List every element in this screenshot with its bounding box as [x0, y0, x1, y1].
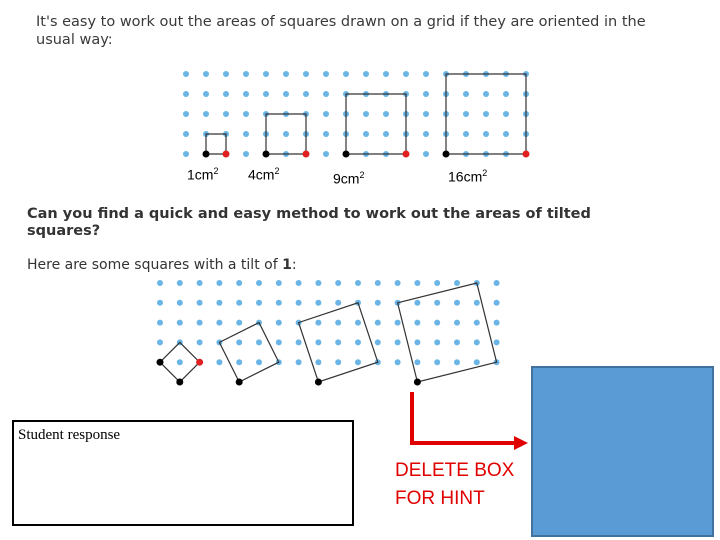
grid-dot	[474, 359, 480, 365]
grid-dot	[474, 339, 480, 345]
grid-dot	[203, 91, 209, 97]
vertex-dot	[236, 379, 243, 386]
grid-dot	[454, 320, 460, 326]
grid-dot	[157, 320, 163, 326]
grid-dot	[395, 280, 401, 286]
grid-dot	[223, 91, 229, 97]
grid-dot	[177, 280, 183, 286]
grid-dot	[315, 320, 321, 326]
grid-dot	[157, 280, 163, 286]
grid-dot	[296, 280, 302, 286]
vertex-dot	[263, 151, 270, 158]
grid-dot	[216, 320, 222, 326]
grid-dot	[323, 131, 329, 137]
grid-dot	[236, 300, 242, 306]
grid-dot	[177, 320, 183, 326]
grid-dot	[434, 300, 440, 306]
grid-dot	[283, 131, 289, 137]
grid-dot	[303, 71, 309, 77]
vertex-dot	[223, 151, 230, 158]
grid-dot	[395, 320, 401, 326]
grid-dot	[177, 300, 183, 306]
grid-dot	[423, 151, 429, 157]
vertex-dot	[443, 151, 450, 158]
grid-dot	[263, 91, 269, 97]
grid-dot	[296, 300, 302, 306]
vertex-dot	[176, 379, 183, 386]
grid-dot	[383, 111, 389, 117]
grid-dot	[315, 339, 321, 345]
grid-dot	[223, 111, 229, 117]
grid-dot	[483, 131, 489, 137]
vertex-dot	[414, 379, 421, 386]
grid-dot	[503, 91, 509, 97]
grid-dot	[483, 111, 489, 117]
grid-dot	[335, 320, 341, 326]
grid-dot	[375, 280, 381, 286]
grid-dot	[243, 71, 249, 77]
grid-dot	[216, 359, 222, 365]
grid-dot	[216, 300, 222, 306]
upright-square-3	[346, 94, 406, 154]
grid-dot	[256, 339, 262, 345]
grid-dot	[474, 320, 480, 326]
grid-dot	[177, 359, 183, 365]
area-label-1: $1cm^2$	[187, 166, 219, 183]
grid-dot	[355, 320, 361, 326]
grid-dot	[414, 280, 420, 286]
grid-dot	[414, 339, 420, 345]
grid-dot	[315, 359, 321, 365]
grid-dot	[283, 91, 289, 97]
grid-dot	[454, 359, 460, 365]
grid-dot	[414, 359, 420, 365]
grid-dot	[434, 359, 440, 365]
grid-dot	[157, 300, 163, 306]
hint-cover-box[interactable]	[531, 366, 714, 537]
grid-dot	[503, 131, 509, 137]
grid-dot	[335, 300, 341, 306]
upright-square-1	[206, 134, 226, 154]
grid-dot	[414, 320, 420, 326]
grid-dot	[183, 131, 189, 137]
grid-dot	[375, 339, 381, 345]
grid-dot	[197, 339, 203, 345]
grid-dot	[363, 111, 369, 117]
grid-dot	[463, 91, 469, 97]
grid-dot	[256, 280, 262, 286]
grid-dot	[503, 111, 509, 117]
grid-dot	[216, 280, 222, 286]
grid-dot	[375, 300, 381, 306]
grid-dot	[474, 300, 480, 306]
vertex-dot	[196, 359, 203, 366]
grid-dot	[423, 91, 429, 97]
grid-dot	[263, 71, 269, 77]
grid-dot	[395, 339, 401, 345]
grid-dot	[323, 111, 329, 117]
grid-dot	[303, 91, 309, 97]
grid-dot	[183, 111, 189, 117]
vertex-dot	[157, 359, 164, 366]
area-label-2: $4cm^2$	[248, 166, 280, 183]
grid-dot	[355, 280, 361, 286]
grid-dot	[335, 359, 341, 365]
grid-dot	[283, 71, 289, 77]
vertex-dot	[523, 151, 530, 158]
grid-dot	[463, 131, 469, 137]
student-response-label: Student response	[18, 427, 121, 443]
vertex-dot	[403, 151, 410, 158]
grid-dot	[494, 280, 500, 286]
tilted-square-2	[219, 323, 278, 382]
grid-dot	[323, 151, 329, 157]
grid-dot	[494, 300, 500, 306]
grid-dot	[236, 320, 242, 326]
grid-dot	[434, 280, 440, 286]
grid-dot	[355, 359, 361, 365]
grid-dot	[414, 300, 420, 306]
grid-dot	[183, 71, 189, 77]
grid-dot	[383, 71, 389, 77]
vertex-dot	[203, 151, 210, 158]
grid-dot	[335, 339, 341, 345]
grid-dot	[494, 339, 500, 345]
grid-dot	[403, 71, 409, 77]
grid-dot	[463, 111, 469, 117]
grid-dot	[483, 91, 489, 97]
vertex-dot	[303, 151, 310, 158]
grid-dot	[343, 71, 349, 77]
grid-dot	[296, 359, 302, 365]
grid-dot	[323, 91, 329, 97]
grid-dot	[203, 111, 209, 117]
grid-dot	[363, 71, 369, 77]
grid-dot	[434, 339, 440, 345]
grid-dot	[434, 320, 440, 326]
grid-dot	[236, 339, 242, 345]
grid-dot	[197, 300, 203, 306]
area-label-3: $9cm^2$	[333, 170, 365, 187]
grid-dot	[197, 280, 203, 286]
grid-dot	[423, 131, 429, 137]
vertex-dot	[315, 379, 322, 386]
intro-text: It's easy to work out the areas of squares drawn on a grid if they are oriented in the usual way:	[36, 14, 646, 48]
area-label-4: $16cm^2$	[448, 168, 488, 185]
grid-dot	[276, 320, 282, 326]
grid-dot	[363, 131, 369, 137]
grid-dot	[323, 71, 329, 77]
tilt-text: Here are some squares with a tilt of 1:	[27, 257, 297, 273]
grid-dot	[276, 339, 282, 345]
grid-dot	[423, 111, 429, 117]
grid-dot	[395, 359, 401, 365]
upright-squares-figure	[170, 62, 530, 172]
vertex-dot	[343, 151, 350, 158]
grid-dot	[276, 300, 282, 306]
grid-dot	[335, 280, 341, 286]
grid-dot	[423, 71, 429, 77]
grid-dot	[243, 111, 249, 117]
grid-dot	[276, 280, 282, 286]
grid-dot	[236, 280, 242, 286]
tilted-squares-figure	[150, 275, 520, 390]
delete-box-hint-text: DELETE BOX FOR HINT	[395, 460, 515, 509]
grid-dot	[197, 320, 203, 326]
student-response-box[interactable]	[12, 420, 354, 526]
grid-dot	[256, 359, 262, 365]
question-text: Can you find a quick and easy method to work out the areas of tilted squares?	[27, 206, 591, 239]
grid-dot	[454, 339, 460, 345]
grid-dot	[383, 131, 389, 137]
grid-dot	[203, 71, 209, 77]
grid-dot	[375, 320, 381, 326]
grid-dot	[454, 300, 460, 306]
grid-dot	[454, 280, 460, 286]
grid-dot	[243, 91, 249, 97]
grid-dot	[315, 280, 321, 286]
grid-dot	[243, 151, 249, 157]
grid-dot	[183, 151, 189, 157]
grid-dot	[243, 131, 249, 137]
grid-dot	[315, 300, 321, 306]
tilted-square-4	[398, 283, 497, 382]
grid-dot	[183, 91, 189, 97]
grid-dot	[296, 339, 302, 345]
grid-dot	[494, 320, 500, 326]
grid-dot	[157, 339, 163, 345]
grid-dot	[236, 359, 242, 365]
grid-dot	[355, 339, 361, 345]
grid-dot	[256, 300, 262, 306]
grid-dot	[223, 71, 229, 77]
